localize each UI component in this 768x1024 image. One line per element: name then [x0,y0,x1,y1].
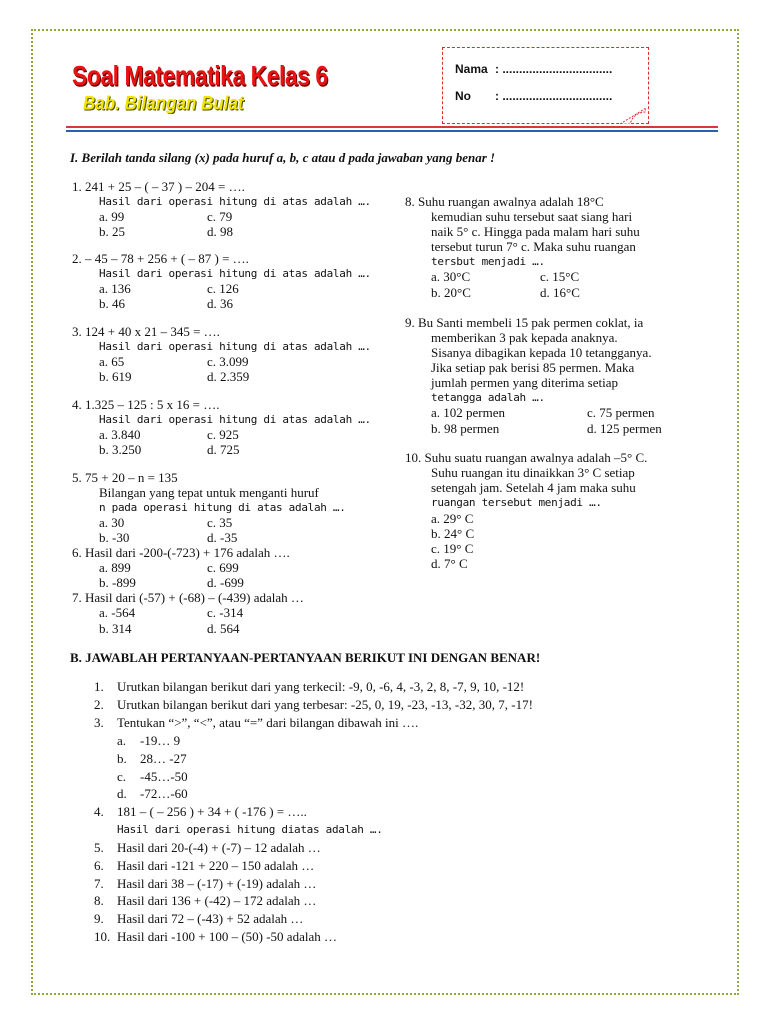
q6-option-d[interactable]: d. -699 [207,575,244,590]
no-label: No [455,89,471,103]
b-subitem-text: -19… 9 [140,733,181,748]
b-subitem-num: a. [117,733,127,748]
q8-option-d[interactable]: d. 16°C [540,285,580,300]
q10-option-a[interactable]: a. 29° C [431,511,474,526]
q2-option-d[interactable]: d. 36 [207,296,233,311]
b-subitem-num: b. [117,751,127,766]
q5-option-c[interactable]: c. 35 [207,515,233,530]
q4-option-b[interactable]: b. 3.250 [99,442,142,457]
b-item-text: Hasil dari 136 + (-42) – 172 adalah … [117,893,317,908]
q9-line5: jumlah permen yang diterima setiap [431,375,618,390]
q8-option-c[interactable]: c. 15°C [540,269,580,284]
q4-text: 4. 1.325 – 125 : 5 x 16 = …. [72,397,220,412]
b-item-text: Hasil dari operasi hitung diatas adalah …. [117,823,383,836]
b-item-num: 4. [94,804,104,819]
b-subitem-num: c. [117,769,127,784]
q7-text: 7. Hasil dari (-57) + (-68) – (-439) adalah … [72,590,304,605]
q2-option-c[interactable]: c. 126 [207,281,239,296]
b-item-num: 8. [94,893,104,908]
b-subitem-text: -72…-60 [140,786,188,801]
q9-option-d[interactable]: d. 125 permen [587,421,662,436]
q10-line2: Suhu ruangan itu dinaikkan 3° C setiap [431,465,635,480]
q9-line3: Sisanya dibagikan kepada 10 tetangganya. [431,345,652,360]
b-item-text: Hasil dari -121 + 220 – 150 adalah … [117,858,315,873]
header-rule-blue [66,130,718,132]
q5-line2: Bilangan yang tepat untuk menganti huruf [99,485,319,500]
q5-option-d[interactable]: d. -35 [207,530,238,545]
q4-option-a[interactable]: a. 3.840 [99,427,141,442]
q2-option-a[interactable]: a. 136 [99,281,131,296]
b-item-num: 3. [94,715,104,730]
q5-line3: n pada operasi hitung di atas adalah …. [99,501,346,514]
q7-option-b[interactable]: b. 314 [99,621,132,636]
page-curl-icon [620,108,646,124]
identity-box [442,47,649,124]
nama-field[interactable]: : ................................. [495,62,613,76]
q9-line6: tetangga adalah …. [431,391,545,404]
q10-line3: setengah jam. Setelah 4 jam maka suhu [431,480,636,495]
q8-line4: tersebut turun 7° c. Maka suhu ruangan [431,239,636,254]
q6-option-b[interactable]: b. -899 [99,575,136,590]
q2-sub: Hasil dari operasi hitung di atas adalah …. [99,267,371,280]
header-rule-red [66,126,718,128]
q3-text: 3. 124 + 40 x 21 – 345 = …. [72,324,220,339]
q9-line2: memberikan 3 pak kepada anaknya. [431,330,618,345]
q1-option-d[interactable]: d. 98 [207,224,233,239]
section-b-heading: B. JAWABLAH PERTANYAAN-PERTANYAAN BERIKUT INI DENGAN BENAR! [70,650,541,665]
q4-option-d[interactable]: d. 725 [207,442,240,457]
b-subitem-text: -45…-50 [140,769,188,784]
q2-text: 2. – 45 – 78 + 256 + ( – 87 ) = …. [72,251,249,266]
q1-option-a[interactable]: a. 99 [99,209,125,224]
q9-option-b[interactable]: b. 98 permen [431,421,500,436]
q1-option-b[interactable]: b. 25 [99,224,125,239]
q8-line2: kemudian suhu tersebut saat siang hari [431,209,633,224]
q5-text: 5. 75 + 20 – n = 135 [72,470,178,485]
q1-text: 1. 241 + 25 – ( – 37 ) – 204 = …. [72,179,245,194]
b-item-num: 1. [94,679,104,694]
b-item-num: 5. [94,840,104,855]
no-field[interactable]: : ................................. [495,89,613,103]
b-item-num: 10. [94,929,111,944]
b-item-num: 9. [94,911,104,926]
b-item-text: Hasil dari 20-(-4) + (-7) – 12 adalah … [117,840,321,855]
b-subitem-num: d. [117,786,127,801]
q6-text: 6. Hasil dari -200-(-723) + 176 adalah …. [72,545,290,560]
q2-option-b[interactable]: b. 46 [99,296,125,311]
q8-option-b[interactable]: b. 20°C [431,285,471,300]
b-item-text: Hasil dari 38 – (-17) + (-19) adalah … [117,876,317,891]
worksheet-title: Soal Matematika Kelas 6 [72,60,328,92]
q3-sub: Hasil dari operasi hitung di atas adalah …. [99,340,371,353]
b-item-num: 7. [94,876,104,891]
q8-option-a[interactable]: a. 30°C [431,269,471,284]
q5-option-b[interactable]: b. -30 [99,530,130,545]
q10-option-c[interactable]: c. 19° C [431,541,474,556]
q9-line4: Jika setiap pak berisi 85 permen. Maka [431,360,635,375]
q3-option-c[interactable]: c. 3.099 [207,354,249,369]
b-item-text: 181 – ( – 256 ) + 34 + ( -176 ) = ….. [117,804,307,819]
q9-option-a[interactable]: a. 102 permen [431,405,506,420]
q6-option-c[interactable]: c. 699 [207,560,239,575]
b-subitem-text: 28… -27 [140,751,187,766]
b-item-num: 2. [94,697,104,712]
q9-option-c[interactable]: c. 75 permen [587,405,655,420]
q8-line3: naik 5° c. Hingga pada malam hari suhu [431,224,640,239]
b-item-text: Tentukan “>”, “<”, atau “=” dari bilangan dibawah ini …. [117,715,419,730]
q4-sub: Hasil dari operasi hitung di atas adalah …. [99,413,371,426]
q7-option-a[interactable]: a. -564 [99,605,136,620]
q3-option-a[interactable]: a. 65 [99,354,125,369]
q3-option-b[interactable]: b. 619 [99,369,132,384]
b-item-num: 6. [94,858,104,873]
q9-line1: 9. Bu Santi membeli 15 pak permen coklat, ia [405,315,644,330]
q10-line1: 10. Suhu suatu ruangan awalnya adalah –5° C. [405,450,648,465]
b-item-text: Hasil dari -100 + 100 – (50) -50 adalah … [117,929,337,944]
q3-option-d[interactable]: d. 2.359 [207,369,250,384]
nama-label: Nama [455,62,488,76]
q7-option-d[interactable]: d. 564 [207,621,240,636]
q5-option-a[interactable]: a. 30 [99,515,125,530]
b-item-text: Urutkan bilangan berikut dari yang terbesar: -25, 0, 19, -23, -13, -32, 30, 7, -17! [117,697,533,712]
q8-line5: tersbut menjadi …. [431,255,545,268]
q8-line1: 8. Suhu ruangan awalnya adalah 18°C [405,194,604,209]
q10-option-d[interactable]: d. 7° C [431,556,468,571]
section-a-instruction: I. Berilah tanda silang (x) pada huruf a, b, c atau d pada jawaban yang benar ! [70,150,496,165]
q6-option-a[interactable]: a. 899 [99,560,131,575]
q4-option-c[interactable]: c. 925 [207,427,239,442]
q7-option-c[interactable]: c. -314 [207,605,244,620]
worksheet-subtitle: Bab. Bilangan Bulat [83,92,244,114]
q10-option-b[interactable]: b. 24° C [431,526,475,541]
q10-line4: ruangan tersebut menjadi …. [431,496,602,509]
q1-option-c[interactable]: c. 79 [207,209,233,224]
q1-sub: Hasil dari operasi hitung di atas adalah …. [99,195,371,208]
b-item-text: Urutkan bilangan berikut dari yang terkecil: -9, 0, -6, 4, -3, 2, 8, -7, 9, 10, -12! [117,679,525,694]
b-item-text: Hasil dari 72 – (-43) + 52 adalah … [117,911,304,926]
